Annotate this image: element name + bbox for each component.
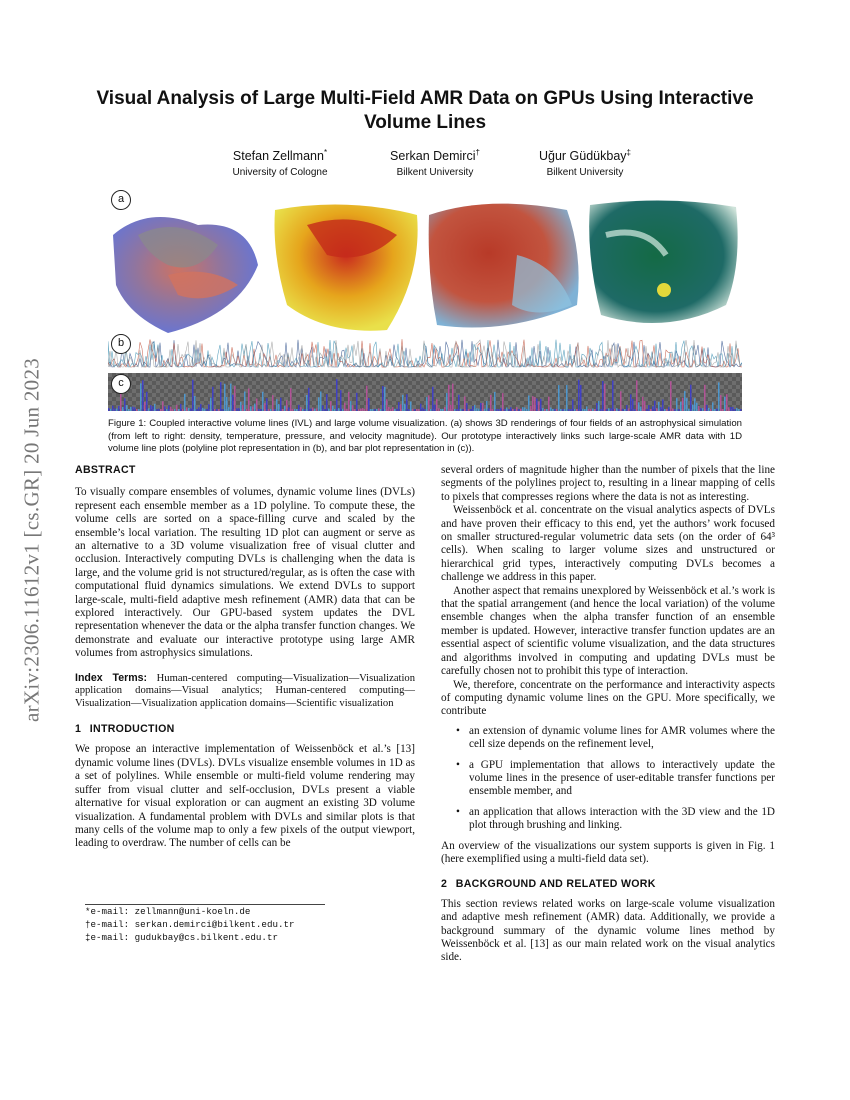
label-b: b — [111, 334, 131, 354]
para-5: An overview of the visualizations our system supports is given in Fig. 1 (here exemplified using a multi-field data set). — [441, 839, 775, 865]
footnote-3: ‡e-mail: gudukbay@cs.bilkent.edu.tr — [85, 932, 278, 943]
density-rendering — [108, 195, 264, 335]
figure-caption: Figure 1: Coupled interactive volume lines (IVL) and large volume visualization. (a) shows 3D renderings of four fields of an astrophysical simulation (from left to right: density, temperature, pressure, and velocity magnitude). Our prototype interactively links such large-scale AMR data with 1D volume line plots (polyline plot representation in (b), and bar plot representation in (c)). — [108, 418, 742, 454]
list-item: • an extension of dynamic volume lines for AMR volumes where the cell size depends on the refinement level, — [469, 725, 775, 752]
author-2-affiliation: Bilkent University — [396, 167, 474, 179]
velocity-rendering — [586, 195, 742, 335]
abstract-text: To visually compare ensembles of volumes, dynamic volume lines (DVLs) represent each ensemble member as a 1D polyline. To compute these, the volume cells are sorted on a space-filling curve and scaled by the ensemble’s local variation. The resulting 1D plot can augment or serve as an alternative to a 3D volume visualization free of visual clutter and occlusion. Interactively computing DVLs is challenging when the data is large, and the volume grid is not structured/regular, as is often the case with computational fluid dynamics simulations. We extend DVLs to support large-scale, multi-field adaptive mesh refinement (AMR) data that can be explored interactively. Our GPU-based system updates the DVL representation whenever the data or the alpha transfer function changes. We demonstrate and evaluate our interactive prototype using large AMR volumes from astrophysics simulations. — [75, 486, 415, 660]
para-2: Weissenböck et al. concentrate on the visual analytics aspects of DVLs and have proven their efficacy to this end, yet the authors’ work focused on smaller structured-regular volumetric data sets (on the order of 64³ cells). When scaling to larger volume sizes and unstructured or hierarchical grid types, interactively computing DVLs becomes a challenge we address in this paper. — [441, 504, 775, 584]
footnotes — [75, 905, 415, 944]
paper-title: Visual Analysis of Large Multi-Field AMR Data on GPUs Using Interactive Volume Lines — [96, 88, 754, 133]
para-1: several orders of magnitude higher than the number of pixels that the line segments of the polylines project to, resulting in a linear mapping of cells to pixels that compresses regions where the data is not as interesting. — [441, 464, 775, 503]
label-c: c — [111, 374, 131, 394]
list-item: • an application that allows interaction with the 3D view and the 1D plot through brushing and linking. — [469, 806, 775, 833]
author-1: Stefan Zellmann* University of Cologne — [205, 148, 355, 178]
abstract-heading: ABSTRACT — [75, 464, 136, 476]
bar-plot[interactable] — [108, 373, 742, 411]
author-3-name: Uğur Güdükbay — [538, 149, 627, 164]
author-1-name: Stefan Zellmann — [232, 149, 324, 164]
pressure-rendering — [427, 195, 583, 335]
right-column — [441, 464, 775, 965]
footnote-2: †e-mail: serkan.demirci@bilkent.edu.tr — [85, 919, 295, 930]
author-2: Serkan Demirci† Bilkent University — [365, 148, 505, 178]
arxiv-identifier: arXiv:2306.11612v1 [cs.GR] 20 Jun 2023 — [19, 357, 44, 723]
author-2-name: Serkan Demirci — [390, 149, 476, 164]
label-a: a — [111, 190, 131, 210]
author-3-affiliation: Bilkent University — [546, 167, 624, 179]
list-item: • a GPU implementation that allows to interactively update the volume lines in the presence of user-editable transfer functions per ensemble member, and — [469, 759, 775, 799]
temperature-rendering — [267, 195, 423, 335]
para-6: This section reviews related works on large-scale volume visualization and adaptive mesh refinement (AMR) data. Additionally, we provide a background summary of the dynamic volume lines method by Weissenböck et al. [13] as our main related work on the visual analytics side. — [441, 897, 775, 964]
polyline-plot[interactable] — [108, 337, 742, 371]
contribution-list — [441, 725, 775, 833]
left-column — [75, 464, 415, 851]
section-1-heading: 1 INTRODUCTION — [75, 723, 175, 736]
footnote-1: *e-mail: zellmann@uni-koeln.de — [85, 906, 251, 917]
author-3: Uğur Güdükbay‡ Bilkent University — [515, 148, 655, 178]
section-2-heading: 2 BACKGROUND AND RELATED WORK — [441, 878, 656, 891]
figure-1 — [108, 190, 742, 415]
index-terms: Index Terms: Human-centered computing—Visualization—Visualization application domains—Visual analytics; Human-centered computing—Visualization—Visualization application domains—Scientific visualization — [75, 671, 416, 710]
para-3: Another aspect that remains unexplored by Weissenböck et al.’s work is that the spatial arrangement (and hence the local variation) of the volume ensemble changes when the alpha transfer function of an ensemble member is updated. However, interactive transfer function updates are an essential aspect of scientific volume visualization, and the data structures and algorithms involved in computing and updating DVLs must be carefully chosen not to prohibit this type of interaction. — [441, 584, 775, 678]
intro-text: We propose an interactive implementation of Weissenböck et al.’s [13] dynamic volume lines (DVLs). DVLs visualize ensemble volumes in 1D as a set of polylines. While ensemble or multi-field volume rendering may suffer from visual clutter and self-occlusion, DVLs present a viable alternative for visual exploration or can augment an existing 3D volume visualization. A fundamental problem with DVLs and similar plots is that many cells of the volume map to only a few pixels of the output viewport, leading to overdraw. The number of cells can be — [75, 743, 415, 850]
para-4: We, therefore, concentrate on the performance and interactivity aspects of computing dynamic volume lines on the GPU. More specifically, we contribute — [441, 678, 775, 718]
author-1-affiliation: University of Cologne — [232, 167, 328, 179]
